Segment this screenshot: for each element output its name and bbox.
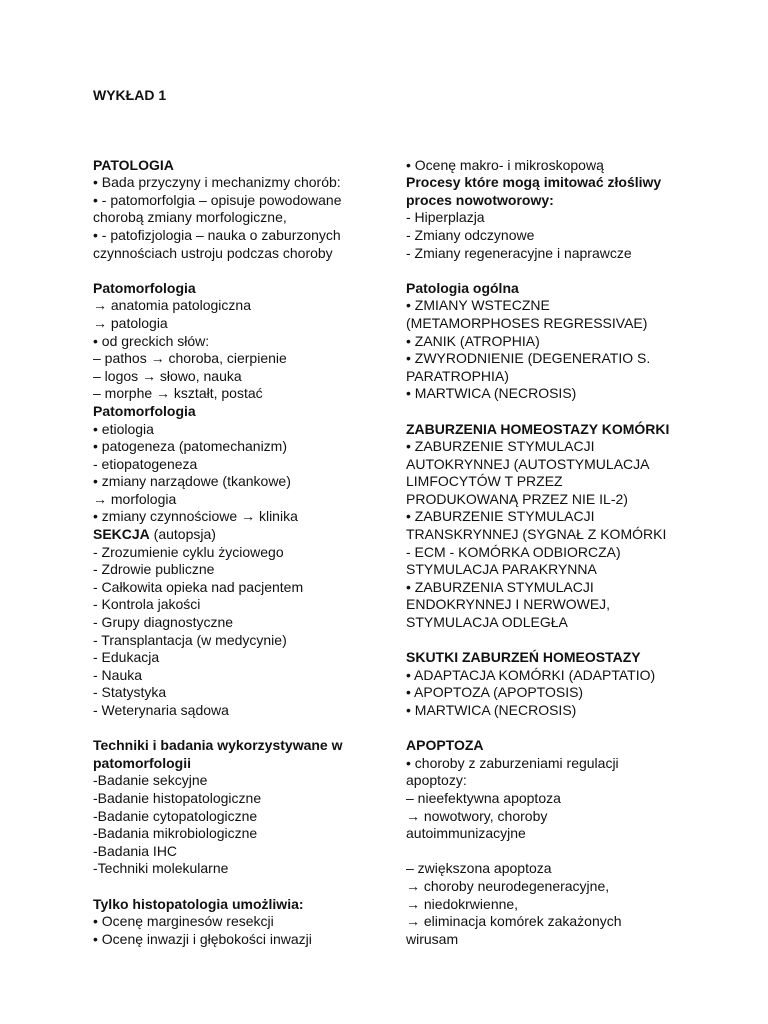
text-line: - Weterynaria sądowa: [93, 702, 229, 718]
bold-text-span: SEKCJA: [93, 526, 150, 543]
text-line: • APOPTOZA (APOPTOSIS): [406, 684, 584, 701]
text-line: - Całkowita opieka nad pacjentem: [93, 578, 304, 595]
text-line: • patogeneza (patomechanizm): [93, 438, 288, 455]
text-line: chorobą zmiany morfologiczne,: [93, 209, 287, 226]
left-column: [93, 139, 393, 948]
text-line: • ZANIK (ATROPHIA): [406, 332, 540, 349]
text-line: (METAMORPHOSES REGRESSIVAE): [406, 314, 648, 331]
section-heading: Procesy które mogą imitować złośliwy: [406, 174, 662, 191]
text-line: – pathos → choroba, cierpienie: [93, 350, 287, 367]
text-line: • MARTWICA (NECROSIS): [406, 702, 577, 718]
section-heading: ZABURZENIA HOMEOSTAZY KOMÓRKI: [406, 420, 670, 437]
text-line: • zmiany czynnościowe → klinika: [93, 508, 298, 525]
text-line: • ZWYRODNIENIE (DEGENERATIO S.: [406, 350, 651, 367]
text-line: - Statystyka: [93, 684, 167, 701]
blank-line: [406, 843, 696, 861]
text-line: - Zmiany odczynowe: [406, 226, 535, 243]
section-heading: PATOLOGIA: [93, 156, 174, 173]
blank-line: [93, 720, 393, 738]
text-line: – morphe → kształt, postać: [93, 385, 263, 402]
text-line: • Bada przyczyny i mechanizmy chorób:: [93, 174, 341, 191]
text-line: TRANSKRYNNEJ (SYGNAŁ Z KOMÓRKI: [406, 526, 667, 543]
text-line: • etiologia: [93, 420, 154, 437]
text-line: • ZABURZENIE STYMULACJI: [406, 508, 595, 525]
text-line: • ZMIANY WSTECZNE: [406, 297, 550, 314]
text-line: → anatomia patologiczna: [93, 297, 251, 314]
text-line: → morfologia: [93, 490, 177, 507]
text-line: • ADAPTACJA KOMÓRKI (ADAPTATIO): [406, 666, 656, 683]
text-line: - Hiperplazja: [406, 209, 485, 226]
text-line: - Edukacja: [93, 649, 160, 666]
text-line: [93, 526, 393, 544]
text-line: ENDOKRYNNEJ I NERWOWEJ,: [406, 596, 611, 613]
text-line: – zwiększona apoptoza: [406, 860, 552, 877]
blank-line: [93, 262, 393, 280]
section-heading: APOPTOZA: [406, 737, 484, 754]
text-line: - Nauka: [93, 666, 143, 683]
text-line: -Badanie sekcyjne: [93, 772, 208, 789]
blank-line: [406, 720, 696, 738]
section-heading: Patomorfologia: [93, 402, 196, 419]
text-line: • od greckich słów:: [93, 332, 210, 349]
text-line: → patologia: [93, 314, 168, 331]
section-heading: Patologia ogólna: [406, 279, 519, 296]
text-line: - Zrozumienie cyklu życiowego: [93, 543, 284, 560]
text-line: – logos → słowo, nauka: [93, 367, 242, 384]
blank-line: [406, 139, 696, 157]
section-heading: Techniki i badania wykorzystywane w: [93, 737, 343, 754]
text-line: wirusam: [406, 930, 459, 947]
text-line: -Badania mikrobiologiczne: [93, 825, 258, 842]
text-line: - Kontrola jakości: [93, 596, 201, 613]
text-line: STYMULACJA ODLEGŁA: [406, 614, 568, 631]
text-line: • - patofizjologia – nauka o zaburzonych: [93, 226, 341, 243]
text-line: -Techniki molekularne: [93, 860, 229, 877]
text-line: LIMFOCYTÓW T PRZEZ: [406, 473, 563, 490]
text-line: • ZABURZENIA STYMULACJI: [406, 578, 594, 595]
text-line: PARATROPHIA): [406, 367, 509, 384]
text-line: • zmiany narządowe (tkankowe): [93, 473, 291, 490]
text-line: • ZABURZENIE STYMULACJI: [406, 438, 595, 455]
blank-line: [93, 878, 393, 896]
text-line: autoimmunizacyjne: [406, 825, 526, 842]
blank-line: [406, 262, 696, 280]
text-line: AUTOKRYNNEJ (AUTOSTYMULACJA: [406, 455, 650, 472]
text-line: -Badania IHC: [93, 842, 178, 859]
text-line: - Zmiany regeneracyjne i naprawcze: [406, 244, 632, 261]
section-heading: Tylko histopatologia umożliwia:: [93, 895, 304, 912]
right-column: [406, 139, 696, 948]
text-line: - ECM - KOMÓRKA ODBIORCZA): [406, 543, 621, 560]
blank-line: [93, 139, 393, 157]
section-heading: patomorfologii: [93, 754, 191, 771]
text-line: • Ocenę inwazji i głębokości inwazji: [93, 930, 312, 947]
text-line: → nowotwory, choroby: [406, 807, 548, 824]
text-line: • - patomorfolgia – opisuje powodowane: [93, 191, 342, 208]
text-line: • Ocenę makro- i mikroskopową: [406, 156, 604, 173]
text-line: • MARTWICA (NECROSIS): [406, 385, 577, 402]
text-line: czynnościach ustroju podczas choroby: [93, 244, 333, 261]
blank-line: [406, 403, 696, 421]
text-line: PRODUKOWANĄ PRZEZ NIE IL-2): [406, 490, 628, 507]
text-line: -Badanie histopatologiczne: [93, 789, 262, 806]
section-heading: SKUTKI ZABURZEŃ HOMEOSTAZY: [406, 649, 641, 666]
text-line: → eliminacja komórek zakażonych: [406, 913, 622, 930]
text-line: apoptozy:: [406, 772, 467, 789]
text-line: - Zdrowie publiczne: [93, 561, 215, 578]
text-line: – nieefektywna apoptoza: [406, 789, 561, 806]
blank-line: [406, 632, 696, 650]
text-line: • choroby z zaburzeniami regulacji: [406, 754, 619, 771]
page-title: WYKŁAD 1: [93, 87, 167, 103]
text-line: - Transplantacja (w medycynie): [93, 631, 287, 648]
text-span: (autopsja): [149, 526, 216, 543]
text-line: STYMULACJA PARAKRYNNA: [406, 561, 597, 578]
text-line: → niedokrwienne,: [406, 895, 519, 912]
section-heading: proces nowotworowy:: [406, 191, 554, 208]
text-line: - Grupy diagnostyczne: [93, 614, 234, 631]
text-line: -Badanie cytopatologiczne: [93, 807, 258, 824]
section-heading: Patomorfologia: [93, 279, 196, 296]
text-line: - etiopatogeneza: [93, 455, 198, 472]
text-line: → choroby neurodegeneracyjne,: [406, 877, 610, 894]
text-line: • Ocenę marginesów resekcji: [93, 913, 274, 930]
